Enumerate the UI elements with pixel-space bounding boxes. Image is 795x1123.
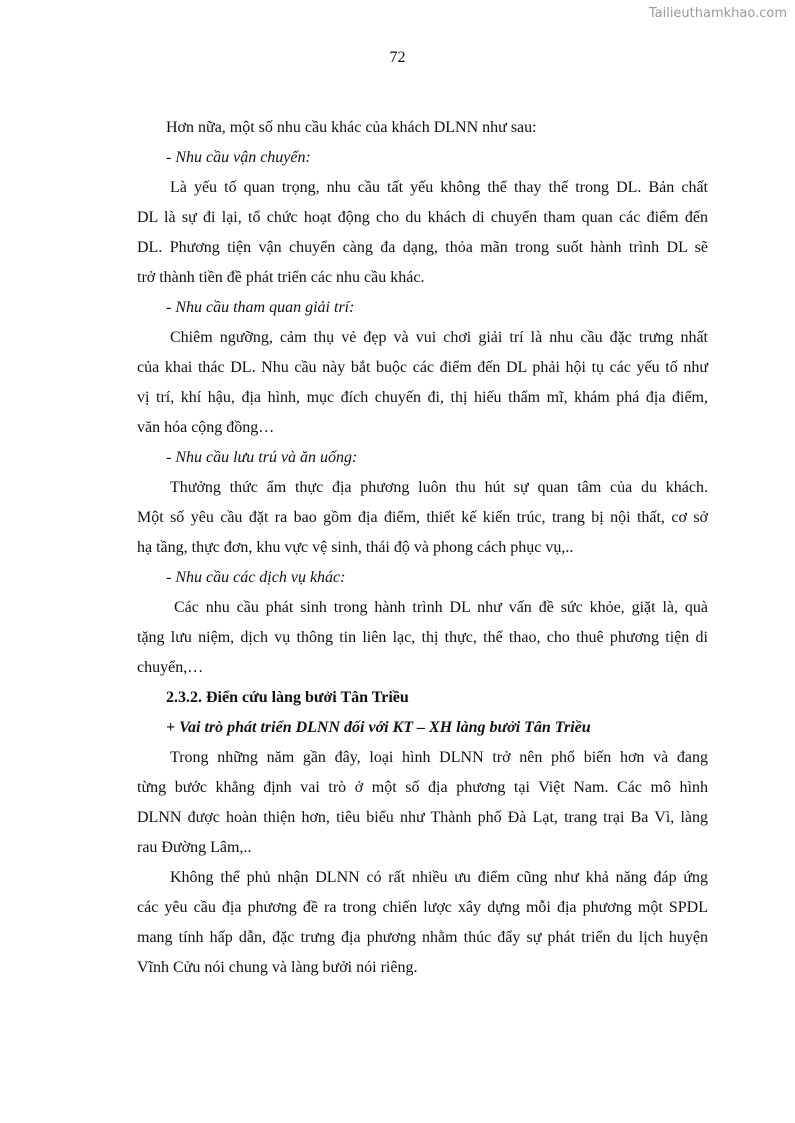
- paragraph-line: Thưởng thức ẩm thực địa phương luôn thu hút sự quan tâm của du khách.: [170, 479, 708, 496]
- paragraph-line: vị trí, khí hậu, địa hình, mục đích chuyến đi, thị hiếu thẩm mĩ, khám phá địa điểm,: [137, 389, 708, 406]
- paragraph-line: trở thành tiền đề phát triển các nhu cầu khác.: [137, 269, 425, 286]
- paragraph-line: DLNN được hoàn thiện hơn, tiêu biểu như Thành phố Đà Lạt, trang trại Ba Vì, làng: [137, 809, 708, 826]
- watermark: Tailieuthamkhao.com: [648, 6, 787, 21]
- subsection-heading: + Vai trò phát triển DLNN đối với KT – XH làng bưởi Tân Triều: [166, 719, 591, 736]
- paragraph-line: Trong những năm gần đây, loại hình DLNN trở nên phổ biến hơn và đang: [170, 749, 708, 766]
- paragraph-line: DL là sự đi lại, tổ chức hoạt động cho du khách di chuyển tham quan các điểm đến: [137, 209, 708, 226]
- paragraph-line: Chiêm ngưỡng, cảm thụ vẻ đẹp và vui chơi giải trí là nhu cầu đặc trưng nhất: [170, 329, 708, 346]
- paragraph-line: DL. Phương tiện vận chuyển càng đa dạng, thỏa mãn trong suốt hành trình DL sẽ: [137, 239, 708, 256]
- paragraph-line: mang tính hấp dẫn, đặc trưng địa phương nhằm thúc đẩy sự phát triển du lịch huyện: [137, 929, 708, 946]
- paragraph-line: hạ tầng, thực đơn, khu vực vệ sinh, thái độ và phong cách phục vụ,..: [137, 539, 574, 556]
- paragraph-line: của khai thác DL. Nhu cầu này bắt buộc các điểm đến DL phải hội tụ các yếu tố như: [137, 359, 708, 376]
- subheading-sightseeing: - Nhu cầu tham quan giải trí:: [166, 299, 355, 316]
- paragraph-line: Các nhu cầu phát sinh trong hành trình DL như vấn đề sức khỏe, giặt là, quà: [174, 599, 708, 616]
- subheading-accommodation: - Nhu cầu lưu trú và ăn uống:: [166, 449, 358, 466]
- subheading-transport: - Nhu cầu vận chuyển:: [166, 149, 311, 166]
- paragraph-line: Là yếu tố quan trọng, nhu cầu tất yếu không thể thay thế trong DL. Bản chất: [170, 179, 708, 196]
- paragraph-line: chuyển,…: [137, 659, 204, 676]
- paragraph-line: Vĩnh Cửu nói chung và làng bưởi nói riêng.: [137, 959, 418, 976]
- paragraph-line: các yêu cầu địa phương đề ra trong chiến lược xây dựng mỗi địa phương một SPDL: [137, 899, 708, 916]
- paragraph-line: từng bước khẳng định vai trò ở một số địa phương tại Việt Nam. Các mô hình: [137, 779, 708, 796]
- paragraph-line: rau Đường Lâm,..: [137, 839, 252, 856]
- section-heading: 2.3.2. Điển cứu làng bưởi Tân Triều: [166, 689, 409, 706]
- paragraph-line: văn hóa cộng đồng…: [137, 419, 275, 436]
- page-number: 72: [389, 49, 406, 66]
- paragraph-line: Hơn nữa, một số nhu cầu khác của khách DLNN như sau:: [166, 119, 537, 136]
- paragraph-line: tặng lưu niệm, dịch vụ thông tin liên lạc, thị thực, thể thao, cho thuê phương tiện di: [137, 629, 708, 646]
- paragraph-line: Một số yêu cầu đặt ra bao gồm địa điểm, thiết kế kiến trúc, trang bị nội thất, cơ sở: [137, 509, 708, 526]
- paragraph-line: Không thể phủ nhận DLNN có rất nhiều ưu điểm cũng như khả năng đáp ứng: [170, 869, 708, 886]
- subheading-other-services: - Nhu cầu các dịch vụ khác:: [166, 569, 346, 586]
